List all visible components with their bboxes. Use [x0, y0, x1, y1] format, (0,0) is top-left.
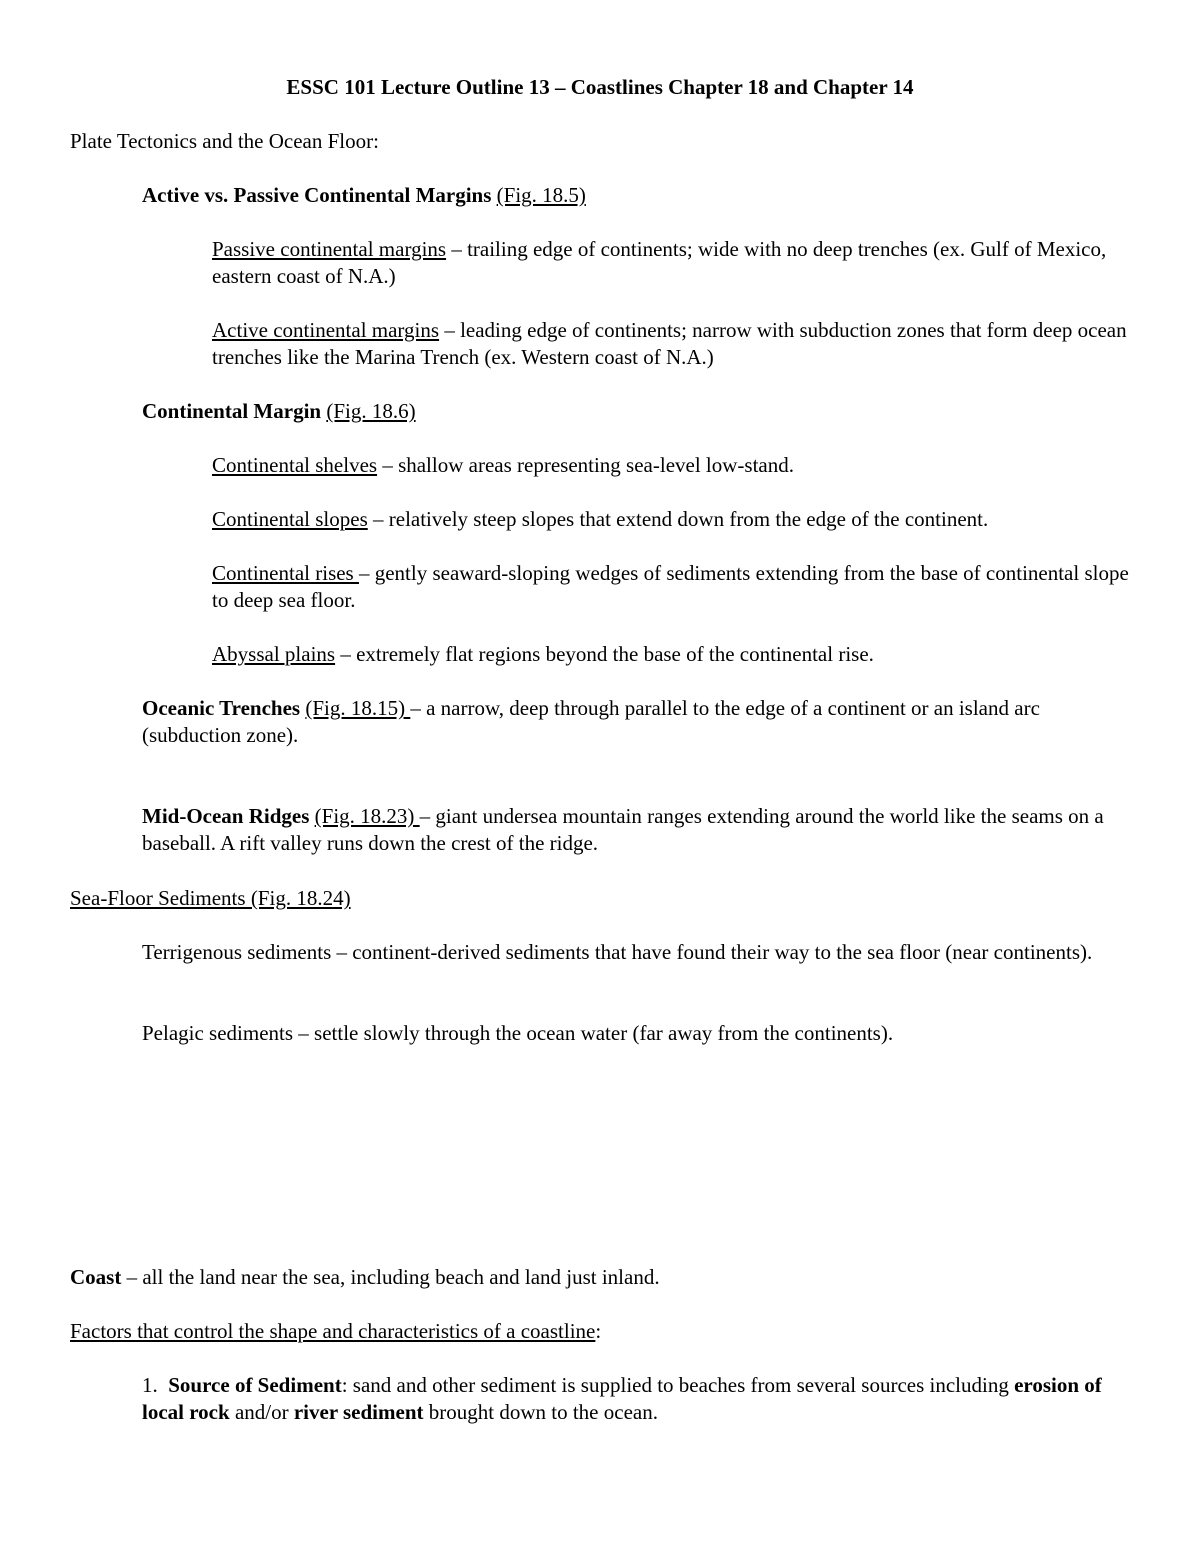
figure-reference: (Fig. 18.23) [314, 804, 420, 828]
list-number: 1. [142, 1373, 158, 1397]
definition-text: – giant undersea mountain ranges extending around the world like the seams on a baseball. A rift valley runs down the crest of the ridge. [142, 804, 1104, 855]
definition-text: – shallow areas representing sea-level low-stand. [377, 453, 794, 477]
figure-reference: (Fig. 18.15) [305, 696, 411, 720]
figure-reference: (Fig. 18.5) [496, 183, 586, 207]
coast-paragraph [70, 1264, 1130, 1291]
continental-rises-paragraph [212, 560, 1130, 614]
definition-text: – all the land near the sea, including beach and land just inland. [121, 1265, 660, 1289]
term-abyssal-plains: Abyssal plains [212, 642, 336, 666]
term-passive-margins: Passive continental margins [212, 237, 447, 261]
term-erosion-of-local-rock: erosion of local rock [142, 1373, 1102, 1424]
item-text: brought down to the ocean. [423, 1400, 658, 1424]
term-continental-shelves: Continental shelves [212, 453, 378, 477]
term-oceanic-trenches: Oceanic Trenches [142, 696, 301, 720]
section-heading-sediments: Sea-Floor Sediments (Fig. 18.24) [70, 886, 351, 910]
heading-text: Continental Margin [142, 399, 322, 423]
definition-text: – relatively steep slopes that extend down from the edge of the continent. [367, 507, 989, 531]
term-source-of-sediment: Source of Sediment [168, 1373, 342, 1397]
factor-item-1 [142, 1372, 1130, 1426]
item-text: : sand and other sediment is supplied to beaches from several sources including [341, 1373, 1015, 1397]
term-coast: Coast [70, 1265, 122, 1289]
factors-heading-colon: : [595, 1319, 602, 1343]
oceanic-trenches-paragraph [142, 695, 1130, 749]
definition-text: – gently seaward-sloping wedges of sediments extending from the base of continental slope to deep sea floor. [212, 561, 1129, 612]
heading-text: Active vs. Passive Continental Margins [142, 183, 492, 207]
figure-reference: (Fig. 18.6) [326, 399, 416, 423]
definition-text: – extremely flat regions beyond the base of the continental rise. [335, 642, 874, 666]
definition-text: – trailing edge of continents; wide with no deep trenches (ex. Gulf of Mexico, eastern coast of N.A.) [212, 237, 1107, 288]
definition-text: – a narrow, deep through parallel to the edge of a continent or an island arc (subduction zone). [142, 696, 1040, 747]
continental-slopes-paragraph [212, 506, 1130, 533]
passive-margins-paragraph [212, 236, 1130, 290]
term-mid-ocean-ridges: Mid-Ocean Ridges [142, 804, 310, 828]
heading-continental-margin [142, 398, 1130, 425]
continental-shelves-paragraph [212, 452, 1130, 479]
term-river-sediment: river sediment [293, 1400, 424, 1424]
terrigenous-sediments-paragraph: Terrigenous sediments – continent-derived sediments that have found their way to the sea floor (near continents). [142, 940, 1093, 964]
section-heading-plate-tectonics: Plate Tectonics and the Ocean Floor: [70, 129, 379, 153]
heading-continental-margins [142, 182, 1130, 209]
active-margins-paragraph [212, 317, 1130, 371]
document-title: ESSC 101 Lecture Outline 13 – Coastlines Chapter 18 and Chapter 14 [286, 75, 914, 99]
term-continental-rises: Continental rises [212, 561, 359, 585]
mid-ocean-ridges-paragraph [142, 803, 1130, 857]
item-text: and/or [229, 1400, 294, 1424]
term-active-margins: Active continental margins [212, 318, 440, 342]
abyssal-plains-paragraph [212, 641, 1130, 668]
definition-text: – leading edge of continents; narrow with subduction zones that form deep ocean trenches like the Marina Trench (ex. Western coast of N.A.) [212, 318, 1127, 369]
factors-heading [70, 1318, 1130, 1345]
term-continental-slopes: Continental slopes [212, 507, 368, 531]
pelagic-sediments-paragraph: Pelagic sediments – settle slowly through the ocean water (far away from the continents). [142, 1021, 894, 1045]
factors-heading-text: Factors that control the shape and characteristics of a coastline [70, 1319, 596, 1343]
